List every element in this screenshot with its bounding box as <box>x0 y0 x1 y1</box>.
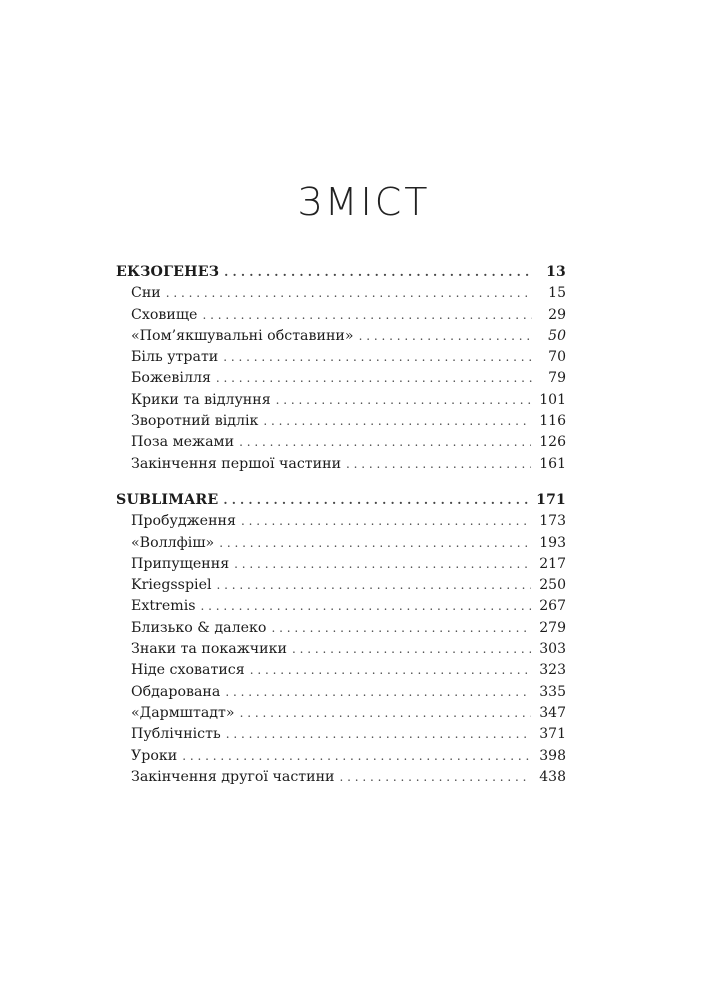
toc-chapter-row <box>116 432 566 453</box>
toc-part-heading-page: 171 <box>536 492 566 508</box>
toc-part-heading <box>116 262 566 283</box>
toc-chapter-label: Зворотний відлік <box>131 413 259 430</box>
toc-chapter-label: Закінчення першої частини <box>131 455 342 472</box>
toc-part-heading-page: 13 <box>546 264 566 280</box>
toc-leader-dots <box>216 368 532 389</box>
toc-leader-dots <box>223 490 528 511</box>
toc-chapter-page: 15 <box>548 285 566 302</box>
toc-part-exogenesis <box>116 262 566 475</box>
toc-leader-dots <box>239 432 531 453</box>
toc-chapter-label: Знаки та покажчики <box>131 641 287 658</box>
page-title: ЗМІСТ <box>297 180 431 224</box>
toc-chapter-row <box>116 283 566 304</box>
toc-chapter-label: Обдарована <box>131 683 221 700</box>
toc-chapter-page: 438 <box>539 768 566 785</box>
toc-leader-dots <box>217 575 532 596</box>
toc-leader-dots <box>292 639 531 660</box>
toc-chapter-row <box>116 660 566 681</box>
toc-chapter-row <box>116 411 566 432</box>
toc-chapter-page: 126 <box>539 434 566 451</box>
toc-part-sublimare <box>116 490 566 788</box>
toc-chapter-row <box>116 554 566 575</box>
toc-chapter-page: 161 <box>539 455 566 472</box>
toc-chapter-row <box>116 703 566 724</box>
toc-chapter-page: 29 <box>548 306 566 323</box>
toc-chapter-row <box>116 724 566 745</box>
toc-chapter-row <box>116 454 566 475</box>
toc-chapter-row <box>116 682 566 703</box>
toc-leader-dots <box>346 454 531 475</box>
toc-chapter-row <box>116 326 566 347</box>
toc-leader-dots <box>241 511 531 532</box>
toc-part-heading <box>116 490 566 511</box>
toc-chapter-label: «Дармштадт» <box>131 704 235 721</box>
toc-chapter-label: Сховище <box>131 306 198 323</box>
toc-chapter-label: Ніде сховатися <box>131 662 245 679</box>
toc-chapter-page: 279 <box>539 619 566 636</box>
toc-leader-dots <box>276 390 532 411</box>
toc-chapter-page: 70 <box>548 349 566 366</box>
toc-chapter-row <box>116 618 566 639</box>
toc-chapter-row <box>116 746 566 767</box>
toc-chapter-label: Божевілля <box>131 370 211 387</box>
toc-chapter-label: Публічність <box>131 726 221 743</box>
toc-leader-dots <box>340 767 532 788</box>
toc-chapter-row <box>116 575 566 596</box>
toc-leader-dots <box>359 326 532 347</box>
toc-chapter-label: Extremis <box>131 598 196 615</box>
toc-leader-dots <box>240 703 532 724</box>
toc-leader-dots <box>225 682 531 703</box>
toc-chapter-page: 267 <box>539 598 566 615</box>
toc-chapter-label: Kriegsspiel <box>131 577 212 594</box>
toc-chapter-label: Уроки <box>131 747 178 764</box>
toc-leader-dots <box>263 411 531 432</box>
toc-chapter-label: «Воллфіш» <box>131 534 215 551</box>
toc-leader-dots <box>182 746 531 767</box>
toc-leader-dots <box>224 262 532 283</box>
toc-chapter-page: 250 <box>539 577 566 594</box>
toc-chapter-page: 173 <box>539 513 566 530</box>
toc-chapter-row <box>116 767 566 788</box>
toc-chapter-page: 50 <box>548 327 566 344</box>
toc-chapter-label: Поза межами <box>131 434 235 451</box>
toc-chapter-page: 193 <box>539 534 566 551</box>
toc-chapter-page: 347 <box>539 704 566 721</box>
toc-chapter-label: Закінчення другої частини <box>131 768 335 785</box>
toc-chapter-row <box>116 511 566 532</box>
toc-chapter-label: Біль утрати <box>131 349 219 366</box>
toc-chapter-page: 371 <box>539 726 566 743</box>
toc-leader-dots <box>166 283 532 304</box>
toc-chapter-page: 323 <box>539 662 566 679</box>
toc-leader-dots <box>234 554 531 575</box>
toc-chapter-label: Припущення <box>131 555 230 572</box>
toc-chapter-row <box>116 305 566 326</box>
toc-chapter-label: Пробудження <box>131 513 236 530</box>
toc-chapter-label: Крики та відлуння <box>131 391 271 408</box>
toc-chapter-page: 116 <box>539 413 566 430</box>
toc-leader-dots <box>223 347 532 368</box>
toc-chapter-label: Сни <box>131 285 161 302</box>
toc-leader-dots <box>271 618 531 639</box>
toc-chapter-row <box>116 390 566 411</box>
toc-chapter-page: 303 <box>539 641 566 658</box>
toc-leader-dots <box>202 305 532 326</box>
toc-leader-dots <box>219 533 531 554</box>
toc-chapter-row <box>116 639 566 660</box>
toc-chapter-page: 79 <box>548 370 566 387</box>
toc-leader-dots <box>201 596 532 617</box>
toc-chapter-row <box>116 596 566 617</box>
toc-chapter-page: 398 <box>539 747 566 764</box>
toc-part-heading-label: SUBLIMARE <box>116 492 219 508</box>
toc-chapter-label: Близько & далеко <box>131 619 267 636</box>
toc-part-heading-label: ЕКЗОГЕНЕЗ <box>116 264 220 280</box>
toc-chapter-page: 335 <box>539 683 566 700</box>
toc-leader-dots <box>226 724 532 745</box>
toc-chapter-row <box>116 347 566 368</box>
toc-chapter-row <box>116 533 566 554</box>
toc-chapter-label: «Пом’якшувальні обставини» <box>131 327 354 344</box>
toc-chapter-page: 101 <box>539 391 566 408</box>
toc-leader-dots <box>250 660 532 681</box>
toc-chapter-row <box>116 368 566 389</box>
toc-chapter-page: 217 <box>539 555 566 572</box>
